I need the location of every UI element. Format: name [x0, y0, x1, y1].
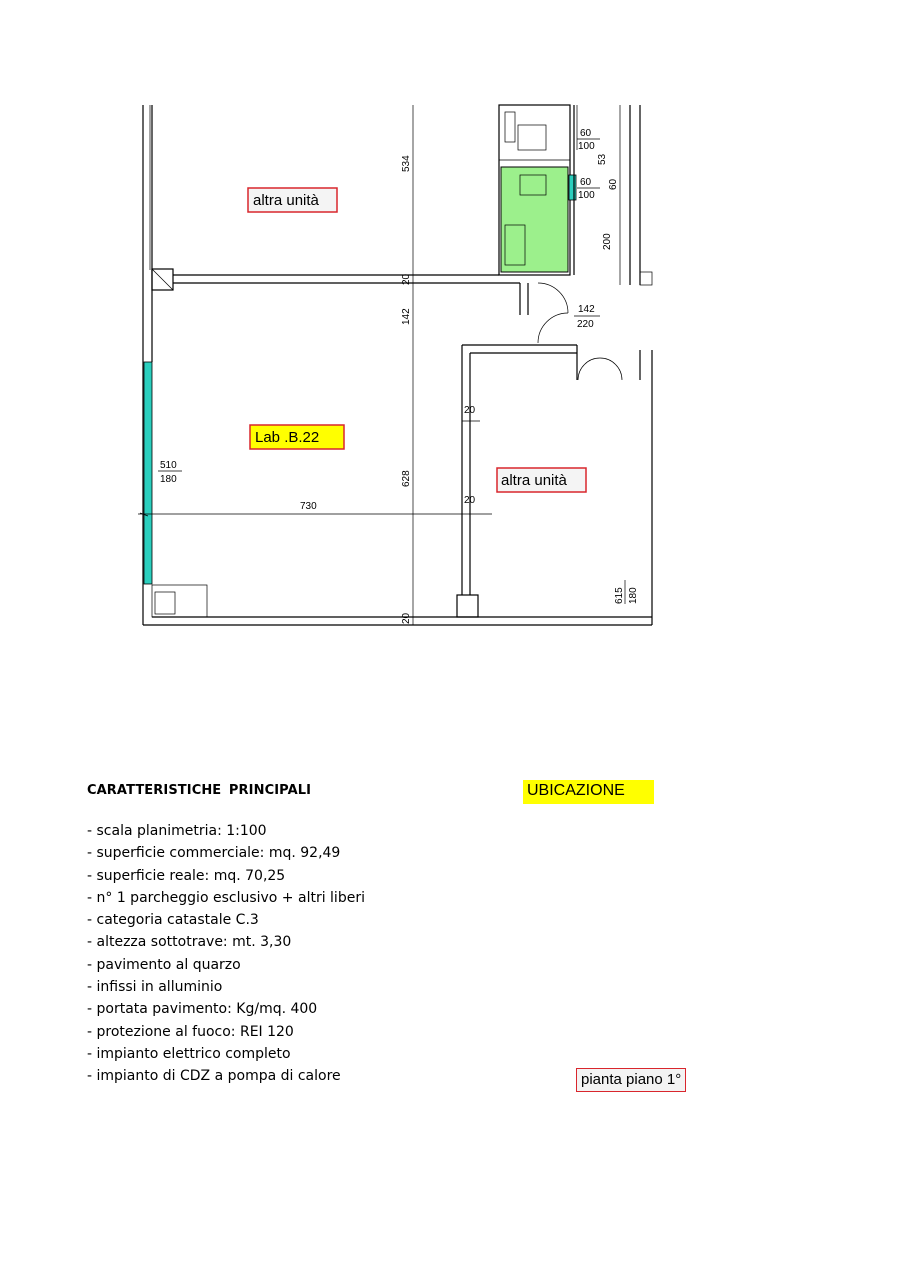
bathroom-accessible: [501, 167, 568, 272]
spec-item: - n° 1 parcheggio esclusivo + altri liberi: [87, 889, 365, 906]
spec-item: - impianto di CDZ a pompa di calore: [87, 1068, 341, 1085]
window-bathroom: [569, 175, 576, 200]
dim-200: 200: [602, 233, 613, 250]
dim-142a: 142: [401, 308, 412, 325]
dim-20b: 20: [401, 612, 412, 624]
spec-item: - protezione al fuoco: REI 120: [87, 1023, 294, 1040]
dim-53: 53: [597, 153, 608, 165]
label-altra-unita-top: [248, 188, 337, 212]
spec-item: - impianto elettrico completo: [87, 1045, 291, 1062]
dim-534: 534: [401, 155, 412, 172]
dim-628: 628: [401, 470, 412, 487]
dim-510: 510: [160, 460, 177, 471]
dim-60c: 60: [608, 178, 619, 190]
location-title: UBICAZIONE: [523, 780, 654, 804]
dim-60a: 60: [580, 128, 592, 139]
spec-item: - portata pavimento: Kg/mq. 400: [87, 1001, 318, 1018]
dim-20d: 20: [464, 495, 476, 506]
spec-item: - pavimento al quarzo: [87, 956, 241, 973]
svg-text:altra unità: altra unità: [501, 472, 567, 489]
dim-220: 220: [577, 319, 594, 330]
dim-730: 730: [300, 501, 317, 512]
window-left: [144, 362, 152, 584]
dim-615: 615: [614, 587, 625, 604]
spec-item: - altezza sottotrave: mt. 3,30: [87, 934, 292, 951]
dim-60b: 60: [580, 177, 592, 188]
spec-item: - categoria catastale C.3: [87, 912, 259, 929]
spec-item: - superficie reale: mq. 70,25: [87, 867, 286, 884]
specs-list: [87, 820, 467, 1088]
svg-text:altra unità: altra unità: [253, 192, 319, 209]
dim-20a: 20: [401, 273, 412, 285]
dim-20c: 20: [464, 405, 476, 416]
label-lab: [250, 425, 344, 449]
label-altra-unita-right: [497, 468, 586, 492]
specs-section: [87, 783, 467, 1088]
dim-180a: 180: [160, 474, 177, 485]
spec-item: - scala planimetria: 1:100: [87, 823, 267, 839]
svg-text:Lab .B.22: Lab .B.22: [255, 429, 320, 446]
spec-item: - infissi in alluminio: [87, 979, 223, 996]
floor-label: pianta piano 1°: [576, 1068, 686, 1092]
dim-100b: 100: [578, 190, 595, 201]
spec-item: - superficie commerciale: mq. 92,49: [87, 845, 341, 862]
specs-title: CARATTERISTICHE PRINCIPALI: [87, 783, 312, 798]
dim-100a: 100: [578, 141, 595, 152]
dim-142b: 142: [578, 304, 595, 315]
dim-180b: 180: [628, 587, 639, 604]
